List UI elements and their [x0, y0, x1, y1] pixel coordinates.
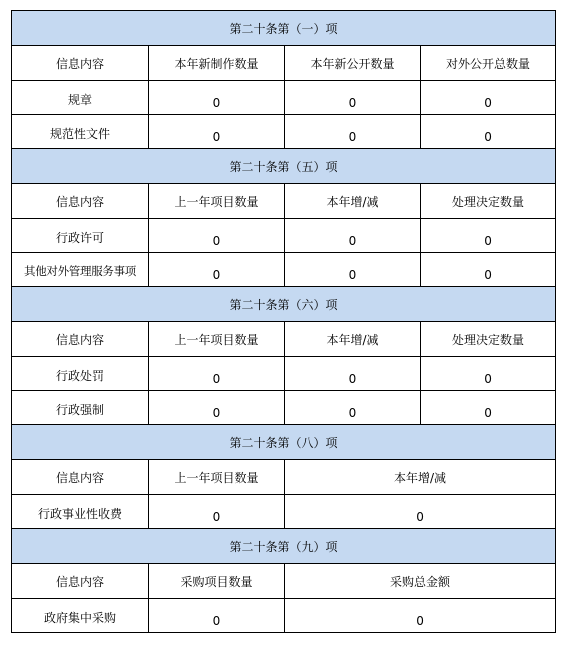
section-title: 第二十条第（五）项 [12, 149, 556, 184]
row-label: 行政许可 [12, 219, 149, 253]
table-row [12, 81, 556, 115]
column-header: 信息内容 [12, 46, 149, 81]
column-header: 上一年项目数量 [149, 184, 285, 219]
section-title: 第二十条第（一）项 [12, 11, 556, 46]
cell-value: 0 [149, 253, 285, 287]
column-header: 信息内容 [12, 184, 149, 219]
column-header: 本年新公开数量 [285, 46, 421, 81]
cell-value: 0 [285, 599, 556, 633]
section-title: 第二十条第（六）项 [12, 287, 556, 322]
cell-value: 0 [149, 391, 285, 425]
column-header: 本年增/减 [285, 460, 556, 495]
section-header [12, 11, 556, 46]
cell-value: 0 [285, 115, 421, 149]
row-label: 行政处罚 [12, 357, 149, 391]
cell-value: 0 [149, 81, 285, 115]
section-title: 第二十条第（八）项 [12, 425, 556, 460]
column-header-row [12, 46, 556, 81]
table-row [12, 495, 556, 529]
cell-value: 0 [421, 115, 556, 149]
column-header-row [12, 184, 556, 219]
column-header-row [12, 322, 556, 357]
column-header: 信息内容 [12, 322, 149, 357]
table-row [12, 391, 556, 425]
column-header: 本年新制作数量 [149, 46, 285, 81]
column-header-row [12, 564, 556, 599]
column-header: 处理决定数量 [421, 322, 556, 357]
cell-value: 0 [421, 391, 556, 425]
column-header: 采购总金额 [285, 564, 556, 599]
cell-value: 0 [149, 115, 285, 149]
row-label: 行政事业性收费 [12, 495, 149, 529]
column-header: 对外公开总数量 [421, 46, 556, 81]
cell-value: 0 [421, 81, 556, 115]
column-header: 信息内容 [12, 564, 149, 599]
column-header: 处理决定数量 [421, 184, 556, 219]
disclosure-table [11, 10, 556, 633]
row-label: 行政强制 [12, 391, 149, 425]
cell-value: 0 [149, 495, 285, 529]
cell-value: 0 [285, 253, 421, 287]
row-label: 规范性文件 [12, 115, 149, 149]
cell-value: 0 [149, 219, 285, 253]
section-header [12, 287, 556, 322]
cell-value: 0 [285, 495, 556, 529]
table-row [12, 115, 556, 149]
row-label: 政府集中采购 [12, 599, 149, 633]
section-header [12, 425, 556, 460]
table-row [12, 357, 556, 391]
table-row [12, 253, 556, 287]
column-header: 采购项目数量 [149, 564, 285, 599]
section-title: 第二十条第（九）项 [12, 529, 556, 564]
cell-value: 0 [285, 81, 421, 115]
row-label: 其他对外管理服务事项 [12, 253, 149, 287]
column-header: 信息内容 [12, 460, 149, 495]
column-header: 上一年项目数量 [149, 322, 285, 357]
cell-value: 0 [285, 219, 421, 253]
section-header [12, 529, 556, 564]
section-header [12, 149, 556, 184]
cell-value: 0 [285, 391, 421, 425]
cell-value: 0 [285, 357, 421, 391]
column-header: 上一年项目数量 [149, 460, 285, 495]
column-header: 本年增/减 [285, 322, 421, 357]
table-row [12, 599, 556, 633]
table-row [12, 219, 556, 253]
row-label: 规章 [12, 81, 149, 115]
column-header: 本年增/减 [285, 184, 421, 219]
cell-value: 0 [421, 357, 556, 391]
column-header-row [12, 460, 556, 495]
cell-value: 0 [421, 219, 556, 253]
cell-value: 0 [149, 357, 285, 391]
cell-value: 0 [149, 599, 285, 633]
cell-value: 0 [421, 253, 556, 287]
